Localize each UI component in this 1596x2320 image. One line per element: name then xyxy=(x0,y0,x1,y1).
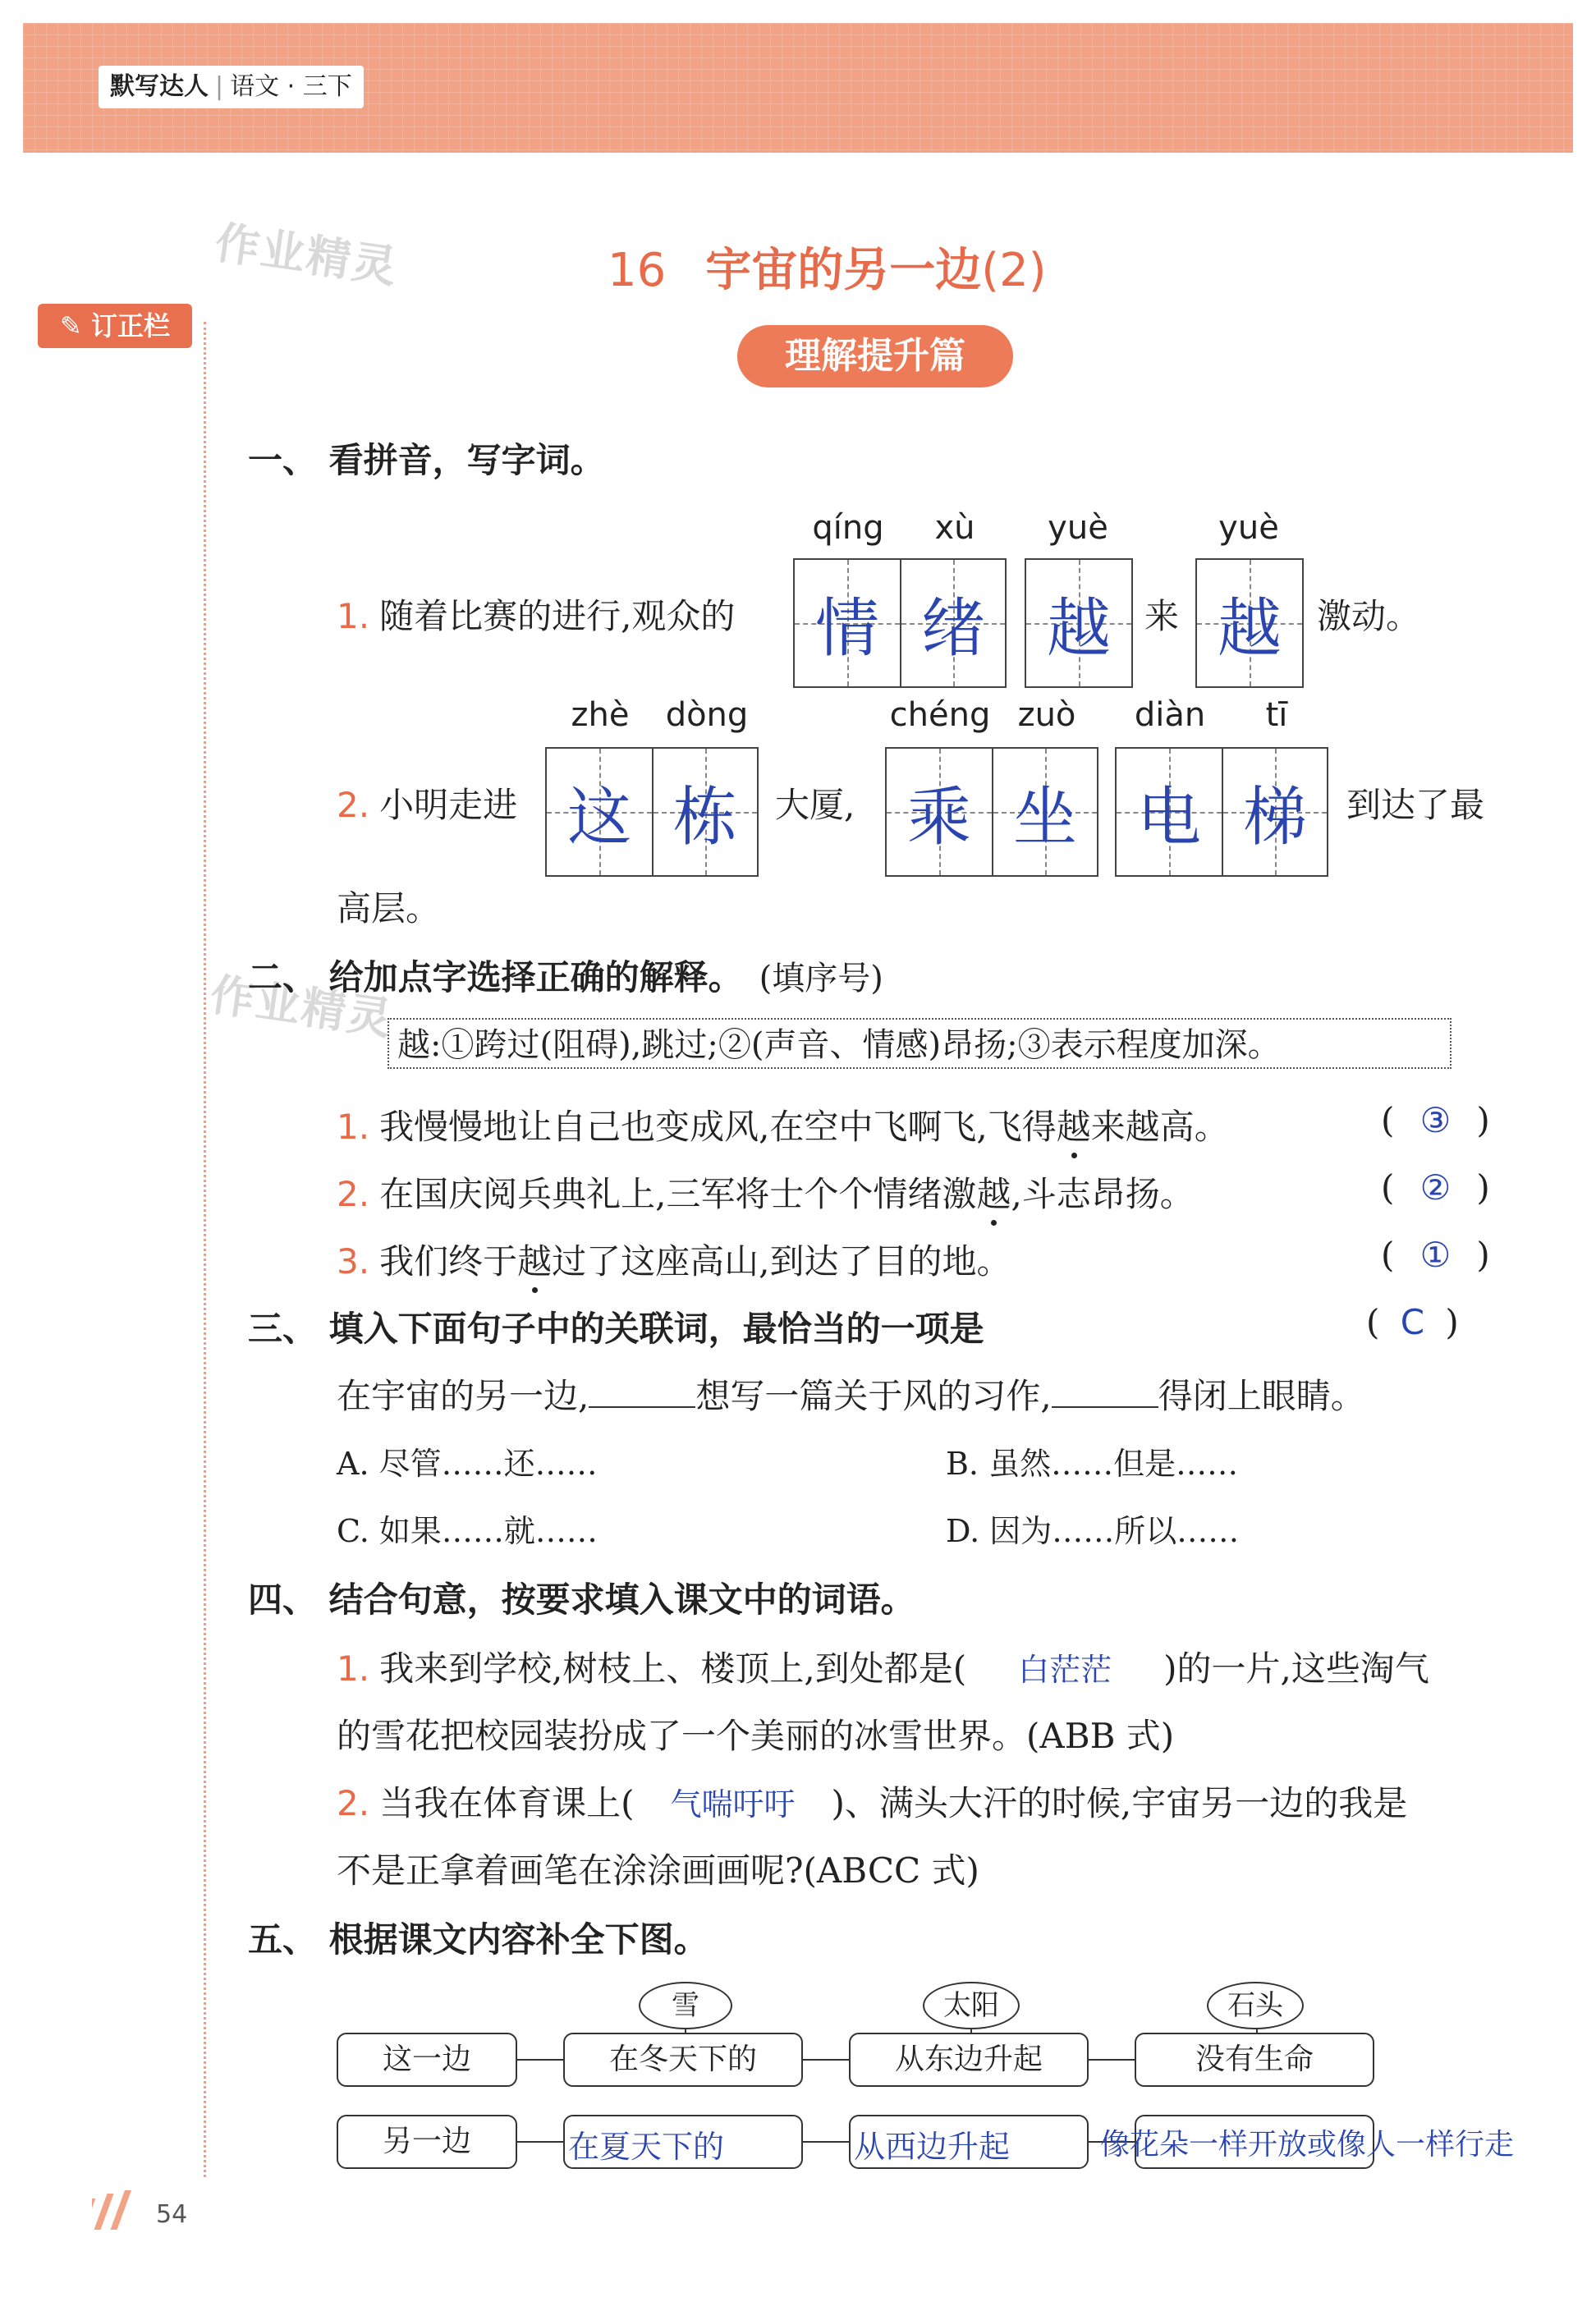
pinyin: dòng xyxy=(665,696,749,734)
question-text: 2. 当我在体育课上( 气喘吁吁 )、满头大汗的时候,宇宙另一边的我是 xyxy=(337,1783,1408,1823)
diagram-oval: 石头 xyxy=(1207,1982,1304,2029)
question-text: 1. 我慢慢地让自己也变成风,在空中飞啊飞,飞得越来越高。 xyxy=(337,1107,1229,1147)
correction-tag: ✎ 订正栏 xyxy=(38,304,192,348)
diagram-answer: 从西边升起 xyxy=(854,2129,1011,2165)
section-badge: 理解提升篇 xyxy=(737,325,1013,387)
diagram-box: 这一边 xyxy=(337,2033,517,2087)
watermark: 作业精灵 xyxy=(212,216,401,294)
connector xyxy=(517,2141,563,2143)
page-title: 16 宇宙的另一边(2) xyxy=(608,244,1047,297)
section-2-heading: 二、 给加点字选择正确的解释。 (填序号) xyxy=(248,957,883,997)
connector xyxy=(517,2059,563,2061)
pinyin: xù xyxy=(934,509,975,547)
answer-paren: ( ② ) xyxy=(1381,1167,1490,1208)
question-text: 激动。 xyxy=(1317,596,1421,636)
option: A. 尽管……还…… xyxy=(337,1446,598,1482)
question-text: 1. 随着比赛的进行,观众的 xyxy=(337,596,736,636)
answer-grid: 越 xyxy=(1025,558,1133,688)
question-text: 2. 小明走进 xyxy=(337,785,518,825)
pinyin: zuò xyxy=(1017,696,1076,734)
section-3-heading: 三、 填入下面句子中的关联词，最恰当的一项是 xyxy=(248,1309,984,1349)
pinyin: qíng xyxy=(812,509,884,547)
section-5-heading: 五、 根据课文内容补全下图。 xyxy=(248,1919,709,1960)
section-4-heading: 四、 结合句意，按要求填入课文中的词语。 xyxy=(248,1580,915,1620)
answer-grid: 越 xyxy=(1195,558,1304,688)
question-text: 3. 我们终于越过了这座高山,到达了目的地。 xyxy=(337,1241,1011,1282)
question-text: 的雪花把校园装扮成了一个美丽的冰雪世界。(ABB 式) xyxy=(337,1716,1175,1756)
diagram-answer: 在夏天下的 xyxy=(568,2129,725,2165)
correction-divider xyxy=(204,322,206,2177)
answer-paren: ( ③ ) xyxy=(1381,1100,1490,1140)
question-text: 高层。 xyxy=(337,888,441,928)
answer-grid: 乘 坐 xyxy=(885,747,1098,877)
answer-grid: 情 绪 xyxy=(793,558,1007,688)
question-text: 在宇宙的另一边, 想写一篇关于风的习作, 得闭上眼睛。 xyxy=(337,1376,1365,1416)
answer-grid: 这 栋 xyxy=(545,747,759,877)
watermark: 作业精灵 xyxy=(207,968,397,1046)
page-number: 54 xyxy=(156,2200,188,2229)
diagram-box: 从东边升起 xyxy=(849,2033,1089,2087)
connector xyxy=(1089,2059,1135,2061)
diagram-oval: 太阳 xyxy=(923,1982,1020,2029)
question-text: 来 xyxy=(1144,596,1180,636)
pinyin: zhè xyxy=(571,696,630,734)
pinyin: chéng xyxy=(889,696,991,734)
option: D. 因为……所以…… xyxy=(946,1513,1240,1549)
pinyin: tī xyxy=(1265,696,1288,734)
diagram-box: 另一边 xyxy=(337,2115,517,2169)
option: C. 如果……就…… xyxy=(337,1513,598,1549)
connector xyxy=(803,2059,849,2061)
question-text: 大厦, xyxy=(775,785,855,825)
answer-paren: ( C ) xyxy=(1366,1302,1459,1342)
diagram-box: 在冬天下的 xyxy=(563,2033,803,2087)
pinyin: yuè xyxy=(1218,509,1279,547)
question-text: 2. 在国庆阅兵典礼上,三军将士个个情绪激越,斗志昂扬。 xyxy=(337,1174,1195,1214)
diagram-answer: 像花朵一样开放或像人一样行走 xyxy=(1100,2128,1515,2162)
question-text: 到达了最 xyxy=(1346,785,1485,825)
connector xyxy=(803,2141,849,2143)
section-1-heading: 一、 看拼音，写字词。 xyxy=(248,440,605,480)
pinyin: yuè xyxy=(1048,509,1108,547)
question-text: 1. 我来到学校,树枝上、楼顶上,到处都是( 白茫茫 )的一片,这些淘气 xyxy=(337,1648,1429,1689)
definitions-box: 越:①跨过(阻碍),跳过;②(声音、情感)昂扬;③表示程度加深。 xyxy=(388,1018,1452,1069)
option: B. 虽然……但是…… xyxy=(946,1446,1239,1482)
diagram-oval: 雪 xyxy=(639,1982,732,2029)
question-text: 不是正拿着画笔在涂涂画画呢?(ABCC 式) xyxy=(337,1850,979,1891)
diagram-box: 没有生命 xyxy=(1135,2033,1374,2087)
brand-label: 默写达人 | 语文 · 三下 xyxy=(99,66,364,108)
pinyin: diàn xyxy=(1134,696,1206,734)
answer-paren: ( ① ) xyxy=(1381,1235,1490,1275)
answer-grid: 电 梯 xyxy=(1115,747,1328,877)
page-stripes-icon xyxy=(92,2190,144,2230)
